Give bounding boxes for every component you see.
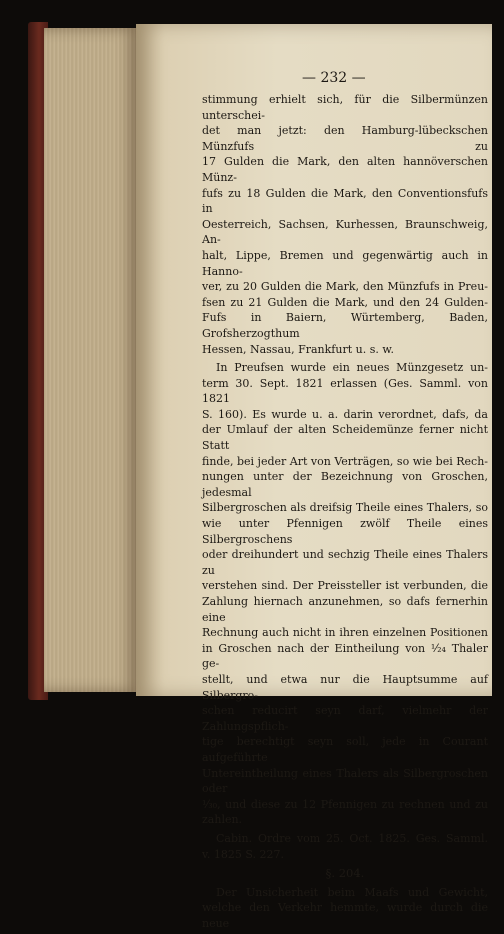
text-line: halt, Lippe, Bremen und gegenwärtig auch in Hanno- <box>202 248 488 278</box>
text-line: Zahlung hiernach anzunehmen, so dafs fernerhin eine <box>202 595 488 624</box>
paragraph-3 <box>202 831 488 862</box>
text-line: term 30. Sept. 1821 erlassen (Ges. Samml. von 1821 <box>202 376 488 406</box>
text-line: Silbergroschen als dreifsig Theile eines Thalers, so <box>202 501 488 515</box>
text-line: Untereintheilung eines Thalers als Silbergroschen oder <box>202 766 488 796</box>
text-line: stellt, und etwa nur die Hauptsumme auf Silbergro- <box>202 672 488 702</box>
text-line: der Umlauf der alten Scheidemünze ferner nicht Statt <box>202 423 488 453</box>
text-line: welche den Verkehr hemmte, wurde durch die neue <box>202 901 488 930</box>
book-page <box>136 24 492 930</box>
page-text <box>202 92 488 934</box>
text-line: Cabin. Ordre vom 25. Oct. 1825. Ges. Samml. <box>216 831 488 845</box>
book <box>28 22 496 930</box>
text-line: zahlen. <box>202 813 243 827</box>
text-line: finde, bei jeder Art von Verträgen, so wie bei Rech- <box>202 454 488 468</box>
text-line: verstehen sind. Der Preissteller ist verbunden, die <box>202 579 488 593</box>
text-line: Rechnung auch nicht in ihren einzelnen Positionen <box>202 626 488 640</box>
text-line: oder dreihundert und sechzig Theile eines Thalers zu <box>202 548 488 577</box>
text-line: nungen unter der Bezeichnung von Groschen, jedesmal <box>202 470 488 499</box>
text-line: wie unter Pfennigen zwölf Theile eines Silbergroschens <box>202 517 488 546</box>
text-line: Fufs in Baiern, Würtemberg, Baden, Grofsherzogthum <box>202 311 488 340</box>
text-line: v. 1825 S. 227. <box>202 847 285 861</box>
text-line: Hessen, Nassau, Frankfurt u. s. w. <box>202 342 394 356</box>
text-line: ver, zu 20 Gulden die Mark, den Münzfufs in Preu- <box>202 280 488 294</box>
paragraph-4 <box>202 885 488 932</box>
text-line: fufs zu 18 Gulden die Mark, den Conventionsfufs in <box>202 186 488 216</box>
text-line: 17 Gulden die Mark, den alten hannöverschen Münz- <box>202 155 488 184</box>
page-edges <box>44 28 140 692</box>
text-line: S. 160). Es wurde u. a. darin verordnet, dafs, da <box>202 407 488 421</box>
text-line: stimmung erhielt sich, für die Silbermünzen unterschei- <box>202 93 488 122</box>
text-line: In Preufsen wurde ein neues Münzgesetz un- <box>216 361 488 375</box>
paragraph-1 <box>202 92 488 357</box>
page-number: — 232 — <box>302 70 366 86</box>
text-line: det man jetzt: den Hamburg-lübeckschen Münzfufs zu <box>202 124 488 153</box>
text-line: in Groschen nach der Eintheilung von ¹⁄₂₄ Thaler ge- <box>202 641 488 671</box>
text-line: Oesterreich, Sachsen, Kurhessen, Braunschweig, An- <box>202 217 488 247</box>
paragraph-2 <box>202 360 488 828</box>
text-line: schen reducirt seyn darf, vielmehr der Zahlungspflich- <box>202 704 488 733</box>
section-heading: §. 204. <box>325 866 365 881</box>
text-line: fsen zu 21 Gulden die Mark, und den 24 Gulden- <box>202 295 488 309</box>
text-line: tige berechtigt seyn soll, jede in Courant aufgeführte <box>202 735 488 764</box>
text-line: ¹⁄₃₀, und diese zu 12 Pfennigen zu rechnen und zu <box>202 797 488 811</box>
text-line: Der Unsicherheit beim Maafs und Gewicht, <box>216 885 488 899</box>
